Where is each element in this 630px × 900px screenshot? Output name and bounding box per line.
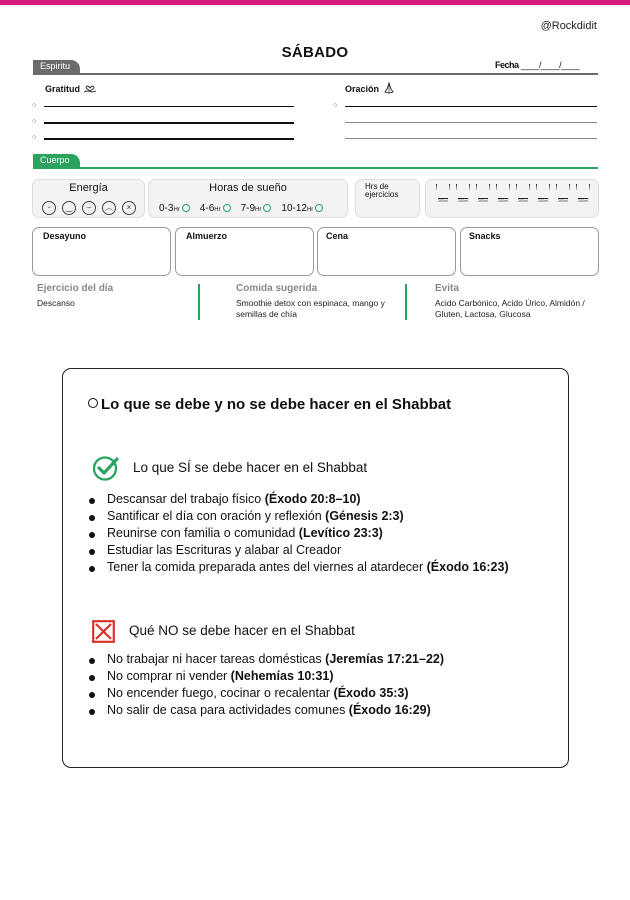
energy-label: Energía	[69, 182, 108, 194]
column-divider	[405, 284, 407, 320]
water-glass-label: 250ml	[498, 199, 508, 203]
water-glass-icon[interactable]	[475, 184, 491, 203]
shabbat-title: Lo que se debe y no se debe hacer en el Shabbat	[88, 396, 451, 413]
avoid-title: Evita	[435, 283, 459, 294]
oracion-line-3[interactable]	[345, 138, 597, 139]
list-item: Santificar el día con oración y reflexión (Génesis 2:3)	[89, 508, 509, 525]
exercise-hours-label: Hrs de ejercicios	[365, 182, 399, 199]
espiritu-divider	[33, 73, 598, 75]
sleep-label: Horas de sueño	[209, 182, 287, 194]
oracion-line-1[interactable]	[345, 106, 597, 107]
exercise-title: Ejercicio del día	[37, 283, 114, 294]
list-item: Tener la comida preparada antes del viernes al atardecer (Éxodo 16:23)	[89, 559, 509, 576]
radio-circle-icon	[223, 204, 231, 212]
sleep-option-10-12[interactable]: 10-12Hr	[281, 203, 323, 214]
bullet-marker: ○	[32, 134, 37, 141]
date-blank: ____/____/____	[521, 60, 580, 70]
gratitud-label: Gratitud	[45, 82, 97, 94]
circle-bullet-icon	[88, 398, 98, 408]
water-glass-icon[interactable]	[455, 184, 471, 203]
water-glass-label: 250ml	[538, 199, 548, 203]
meal-label: Almuerzo	[186, 231, 228, 241]
list-item: Reunirse con familia o comunidad (Levítico 23:3)	[89, 525, 509, 542]
bullet-marker: ○	[32, 118, 37, 125]
water-glass-icon[interactable]	[515, 184, 531, 203]
espiritu-section-tag: Espiritu	[33, 60, 80, 73]
water-glass-icon[interactable]	[535, 184, 551, 203]
top-accent-bar	[0, 0, 630, 5]
radio-circle-icon	[263, 204, 271, 212]
sleep-option-7-9[interactable]: 7-9Hr	[241, 203, 272, 214]
meal-box-almuerzo[interactable]	[175, 227, 314, 276]
water-glass-label: 250ml	[518, 199, 528, 203]
avoid-list	[435, 283, 600, 320]
sleep-option-0-3[interactable]: 0-3Hr	[159, 203, 190, 214]
happy-face-icon[interactable]: ‿	[62, 201, 76, 215]
shabbat-card	[62, 368, 569, 768]
heart-hand-icon	[83, 82, 97, 94]
very-sad-face-icon[interactable]: ×	[122, 201, 136, 215]
water-glass-icon[interactable]	[575, 184, 591, 203]
check-icon	[92, 455, 120, 486]
list-item: No trabajar ni hacer tareas domésticas (Jeremías 17:21–22)	[89, 651, 444, 668]
very-happy-face-icon[interactable]: ᵕ	[42, 201, 56, 215]
radio-circle-icon	[315, 204, 323, 212]
gratitud-line-1[interactable]	[44, 106, 294, 107]
water-glass-icon[interactable]	[435, 184, 451, 203]
meal-box-cena[interactable]	[317, 227, 456, 276]
neutral-face-icon[interactable]: –	[82, 201, 96, 215]
water-tracker	[425, 179, 599, 218]
dont-title: Qué NO se debe hacer en el Shabbat	[129, 623, 355, 638]
water-glass-label: 250ml	[558, 199, 568, 203]
list-item: No salir de casa para actividades comunes (Éxodo 16:29)	[89, 702, 444, 719]
date-label: Fecha	[495, 60, 519, 70]
meal-box-desayuno[interactable]	[32, 227, 171, 276]
sleep-panel	[148, 179, 348, 218]
suggested-food-title: Comida sugerida	[236, 283, 318, 294]
water-glass-icon[interactable]	[555, 184, 571, 203]
date-field[interactable]	[495, 60, 579, 70]
list-item: Estudiar las Escrituras y alabar al Creador	[89, 542, 509, 559]
water-glass-label: 250ml	[578, 199, 588, 203]
avoid-text: Acido Carbónico, Acido Úrico, Almidón / Gluten, Lactosa, Glucosa	[435, 298, 585, 319]
water-glass-label: 250ml	[478, 199, 488, 203]
do-title: Lo que SÍ se debe hacer en el Shabbat	[133, 460, 368, 475]
page-title: SÁBADO	[281, 44, 349, 61]
meal-label: Desayuno	[43, 231, 87, 241]
suggested-food-text: Smoothie detox con espinaca, mango y semillas de chía	[236, 298, 385, 319]
column-divider	[198, 284, 200, 320]
cross-icon	[92, 620, 115, 648]
oracion-label: Oración	[345, 82, 396, 94]
dont-list	[89, 651, 444, 719]
water-glass-label: 250ml	[458, 199, 468, 203]
cuerpo-divider	[33, 167, 598, 169]
suggested-food	[236, 283, 396, 320]
exercise-of-day	[37, 283, 192, 309]
meal-label: Cena	[326, 231, 349, 241]
author-handle: @Rockdidit	[540, 20, 597, 32]
radio-circle-icon	[182, 204, 190, 212]
do-list	[89, 491, 509, 576]
list-item: Descansar del trabajo físico (Éxodo 20:8–10)	[89, 491, 509, 508]
cuerpo-section-tag: Cuerpo	[33, 154, 80, 167]
energy-panel	[32, 179, 145, 218]
exercise-hours-box[interactable]	[355, 179, 420, 218]
list-item: No encender fuego, cocinar o recalentar (Éxodo 35:3)	[89, 685, 444, 702]
meal-box-snacks[interactable]	[460, 227, 599, 276]
gratitud-line-3[interactable]	[44, 138, 294, 140]
meal-label: Snacks	[469, 231, 501, 241]
list-item: No comprar ni vender (Nehemías 10:31)	[89, 668, 444, 685]
bullet-marker: ○	[32, 102, 37, 109]
water-glass-icon[interactable]	[495, 184, 511, 203]
water-glass-label: 250ml	[438, 199, 448, 203]
sleep-option-4-6[interactable]: 4-6Hr	[200, 203, 231, 214]
oracion-line-2[interactable]	[345, 122, 597, 123]
bullet-marker: ○	[333, 102, 338, 109]
praying-hands-icon	[382, 82, 396, 94]
sad-face-icon[interactable]: ︵	[102, 201, 116, 215]
exercise-text: Descanso	[37, 298, 75, 308]
gratitud-line-2[interactable]	[44, 122, 294, 124]
